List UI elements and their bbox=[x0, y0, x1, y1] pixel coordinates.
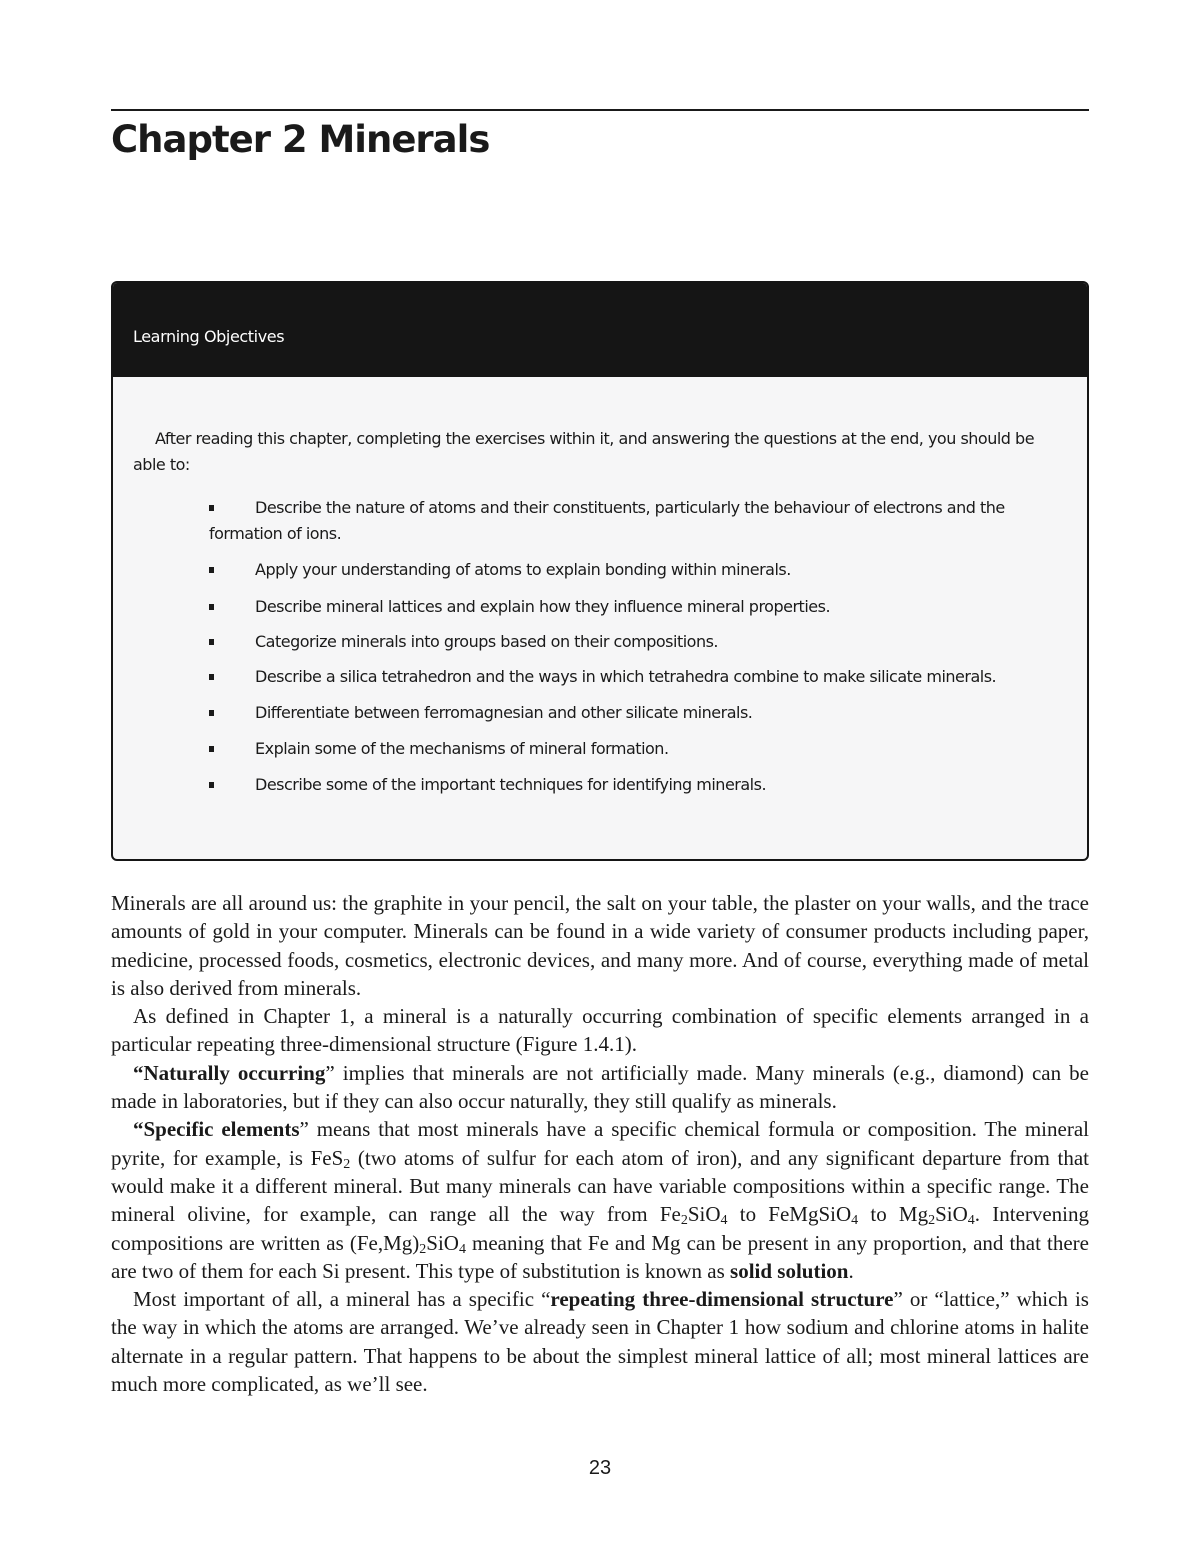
learning-objectives-box bbox=[111, 281, 1089, 861]
page-number: 23 bbox=[588, 1457, 612, 1479]
bullet-icon bbox=[209, 567, 214, 573]
objective-text: Describe a silica tetrahedron and the ways in which tetrahedra combine to make silicate minerals. bbox=[255, 667, 997, 686]
bullet-icon bbox=[209, 746, 214, 752]
objective-item bbox=[209, 557, 1069, 583]
objective-item bbox=[209, 495, 1069, 547]
learning-objectives-intro: After reading this chapter, completing the exercises within it, and answering the questions at the end, you should be able to: bbox=[133, 429, 1035, 474]
term-repeating-structure: repeating three-dimensional structure bbox=[550, 1287, 894, 1312]
objective-text: Apply your understanding of atoms to explain bonding within minerals. bbox=[255, 560, 791, 579]
objective-item bbox=[209, 629, 1069, 655]
paragraph-specific-elements: “Specific elements” means that most minerals have a specific chemical formula or composition. The mineral pyrite, for example, is FeS$_2$ (two atoms of sulfur for each atom of iron), and any significant departure from that would make it a different mineral. But many minerals can have variable compositions within a specific range. The mineral olivine, for example, can range all the way from $Fe_2SiO_4$ to FeMgSiO$_4$ to $Mg_2SiO_4$. Intervening compositions are written as $(Fe,Mg)_2SiO_4$ meaning that Fe and Mg can be present in any proportion, and that there are two of them for each Si present. This type of substitution is known as solid solution. bbox=[111, 1117, 1090, 1283]
body-text bbox=[111, 889, 1089, 1398]
bullet-icon bbox=[209, 604, 214, 610]
bullet-icon bbox=[209, 674, 214, 680]
paragraph-structure: Most important of all, a mineral has a specific “repeating three-dimensional structure” or “lattice,” which is the way in which the atoms are arranged. We’ve already seen in Chapter 1 how sodium and chlorine atoms in halite alternate in a regular pattern. That happens to be about the simplest mineral lattice of all; most mineral lattices are much more complicated, as we’ll see. bbox=[111, 1287, 1089, 1397]
term-naturally-occurring: “Naturally occurring bbox=[133, 1060, 326, 1085]
term-solid-solution: solid solution bbox=[730, 1258, 849, 1283]
term-specific-elements: “Specific elements bbox=[133, 1117, 300, 1142]
objective-item bbox=[209, 736, 1069, 762]
objective-text: Categorize minerals into groups based on their compositions. bbox=[255, 632, 719, 651]
objective-text: Explain some of the mechanisms of mineral formation. bbox=[255, 739, 669, 758]
objective-item bbox=[209, 664, 1069, 690]
chapter-title: Chapter 2 Minerals bbox=[111, 118, 490, 161]
learning-objectives-heading: Learning Objectives bbox=[113, 283, 1087, 377]
objective-item bbox=[209, 594, 1069, 620]
paragraph-definition: As defined in Chapter 1, a mineral is a naturally occurring combination of specific elements arranged in a particular repeating three-dimensional structure (Figure 1.4.1). bbox=[111, 1004, 1089, 1057]
bullet-icon bbox=[209, 505, 214, 511]
paragraph-naturally-occurring: “Naturally occurring” implies that minerals are not artificially made. Many minerals (e.g., diamond) can be made in laboratories, but if they can also occur naturally, they still qualify as minerals. bbox=[111, 1060, 1089, 1114]
objective-item bbox=[209, 700, 1069, 726]
objective-text: Describe the nature of atoms and their constituents, particularly the behaviour of electrons and the formation of ions. bbox=[209, 498, 1005, 543]
paragraph-intro: Minerals are all around us: the graphite in your pencil, the salt on your table, the plaster on your walls, and the trace amounts of gold in your computer. Minerals can be found in a wide variety of consumer products including paper, medicine, processed foods, cosmetics, electronic devices, and many more. And of course, everything made of metal is also derived from minerals. bbox=[111, 891, 1089, 1000]
bullet-icon bbox=[209, 782, 214, 788]
learning-objectives-list bbox=[209, 495, 1069, 808]
objective-text: Describe mineral lattices and explain how they influence mineral properties. bbox=[255, 597, 831, 616]
bullet-icon bbox=[209, 639, 214, 645]
objective-text: Differentiate between ferromagnesian and other silicate minerals. bbox=[255, 703, 753, 722]
objective-text: Describe some of the important techniques for identifying minerals. bbox=[255, 775, 767, 794]
objective-item bbox=[209, 772, 1069, 798]
bullet-icon bbox=[209, 710, 214, 716]
chapter-rule bbox=[111, 109, 1089, 111]
